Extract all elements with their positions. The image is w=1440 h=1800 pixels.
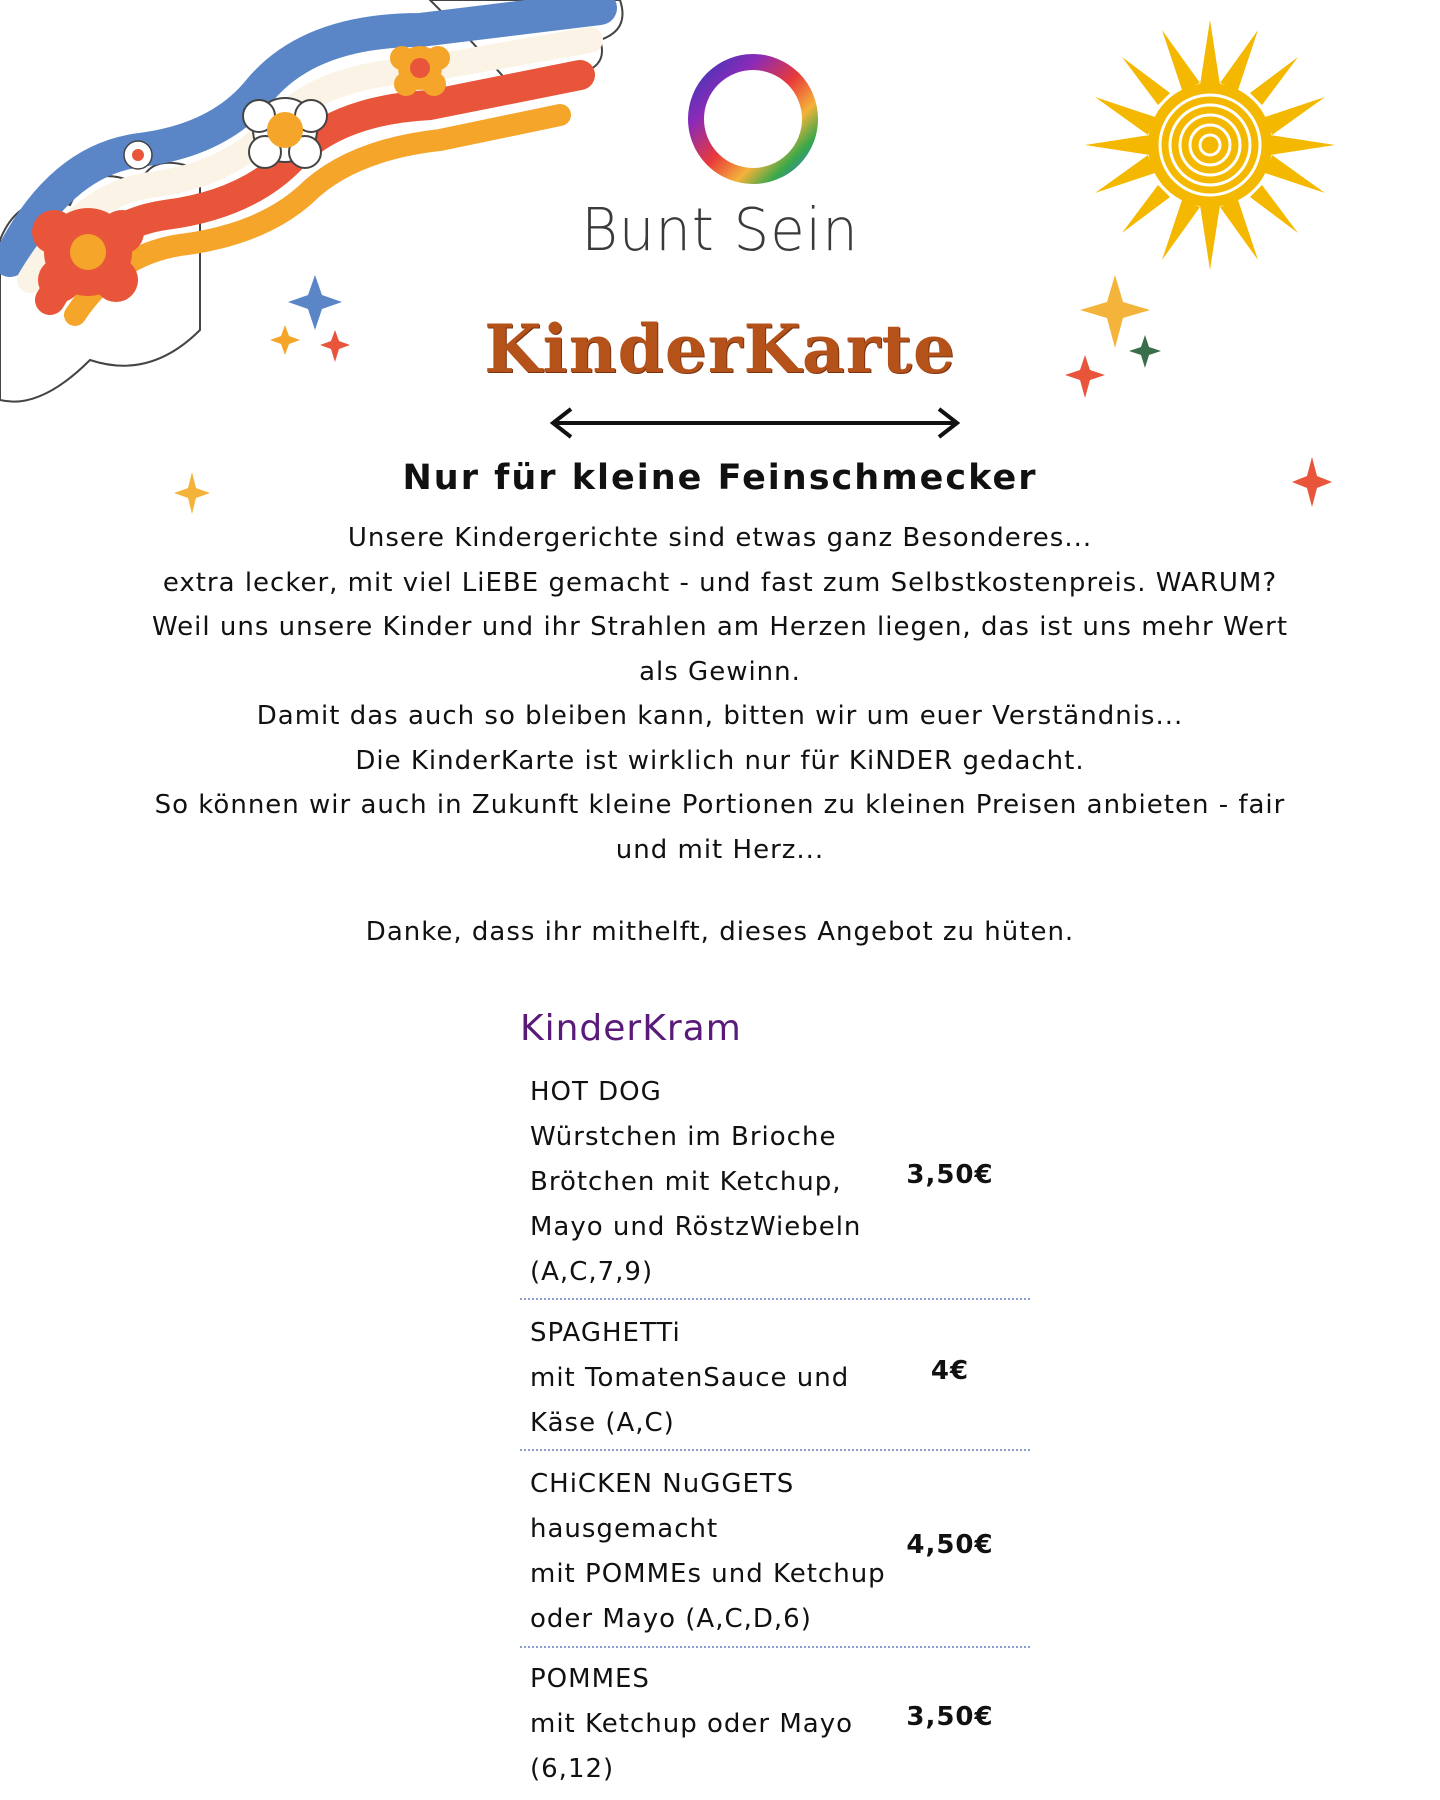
menu-item-name: CHiCKEN NuGGETS xyxy=(530,1469,795,1499)
menu-item xyxy=(520,1462,1030,1648)
brand-name: Bunt Sein xyxy=(581,196,859,265)
menu-item-line: Brötchen mit Ketchup, xyxy=(530,1167,842,1197)
intro-line: Weil uns unsere Kinder und ihr Strahlen am Herzen liegen, das ist uns mehr Wert xyxy=(151,612,1289,642)
intro-line: und mit Herz... xyxy=(615,834,825,865)
menu-item-description xyxy=(530,1657,890,1792)
menu-item-price: 3,50€ xyxy=(906,1702,994,1732)
menu-item-line: Käse (A,C) xyxy=(530,1408,675,1438)
menu-item-line: Würstchen im Brioche xyxy=(530,1122,837,1152)
section-title: KinderKram xyxy=(520,1008,742,1049)
menu-item-name: HOT DOG xyxy=(530,1077,662,1107)
menu-item-description xyxy=(530,1070,890,1295)
subtitle: Nur für kleine Feinschmecker xyxy=(402,458,1038,498)
menu-item-line: (A,C,7,9) xyxy=(530,1257,654,1287)
intro-line: als Gewinn. xyxy=(639,656,801,687)
menu-item-line: mit Ketchup oder Mayo xyxy=(530,1709,853,1739)
menu-item-name: SPAGHETTi xyxy=(530,1318,681,1348)
menu-item-description xyxy=(530,1311,890,1446)
menu-item-line: mit TomatenSauce und xyxy=(530,1363,850,1393)
intro-line: Damit das auch so bleiben kann, bitten wir um euer Verständnis... xyxy=(256,701,1184,731)
intro-text xyxy=(120,516,1320,872)
menu-item-price: 4,50€ xyxy=(906,1530,994,1560)
intro-line: Unsere Kindergerichte sind etwas ganz Besonderes... xyxy=(347,523,1093,553)
menu-item-line: Mayo und RöstzWiebeln xyxy=(530,1212,862,1242)
intro-line: So können wir auch in Zukunft kleine Portionen zu kleinen Preisen anbieten - fair xyxy=(154,790,1286,820)
menu-item-price: 4€ xyxy=(930,1356,970,1386)
menu-item-line: hausgemacht xyxy=(530,1514,719,1544)
menu-item-price: 3,50€ xyxy=(906,1160,994,1190)
menu-item-line: (6,12) xyxy=(530,1754,615,1784)
menu-item xyxy=(520,1070,1030,1300)
intro-line: extra lecker, mit viel LiEBE gemacht - und fast zum Selbstkostenpreis. WARUM? xyxy=(162,567,1278,598)
double-arrow-divider xyxy=(545,405,965,441)
intro-line: Die KinderKarte ist wirklich nur für KiNDER gedacht. xyxy=(355,745,1085,776)
menu-item-description xyxy=(530,1462,890,1642)
menu-item-line: oder Mayo (A,C,D,6) xyxy=(530,1604,812,1634)
thanks-note: Danke, dass ihr mithelft, dieses Angebot zu hüten. xyxy=(365,917,1075,947)
page-title: KinderKarte xyxy=(484,310,956,388)
brand-logo-ring xyxy=(678,44,828,194)
menu-item-line: mit POMMEs und Ketchup xyxy=(530,1559,886,1589)
menu-item-name: POMMES xyxy=(530,1664,650,1694)
menu-item xyxy=(520,1657,1030,1795)
menu-item xyxy=(520,1311,1030,1451)
